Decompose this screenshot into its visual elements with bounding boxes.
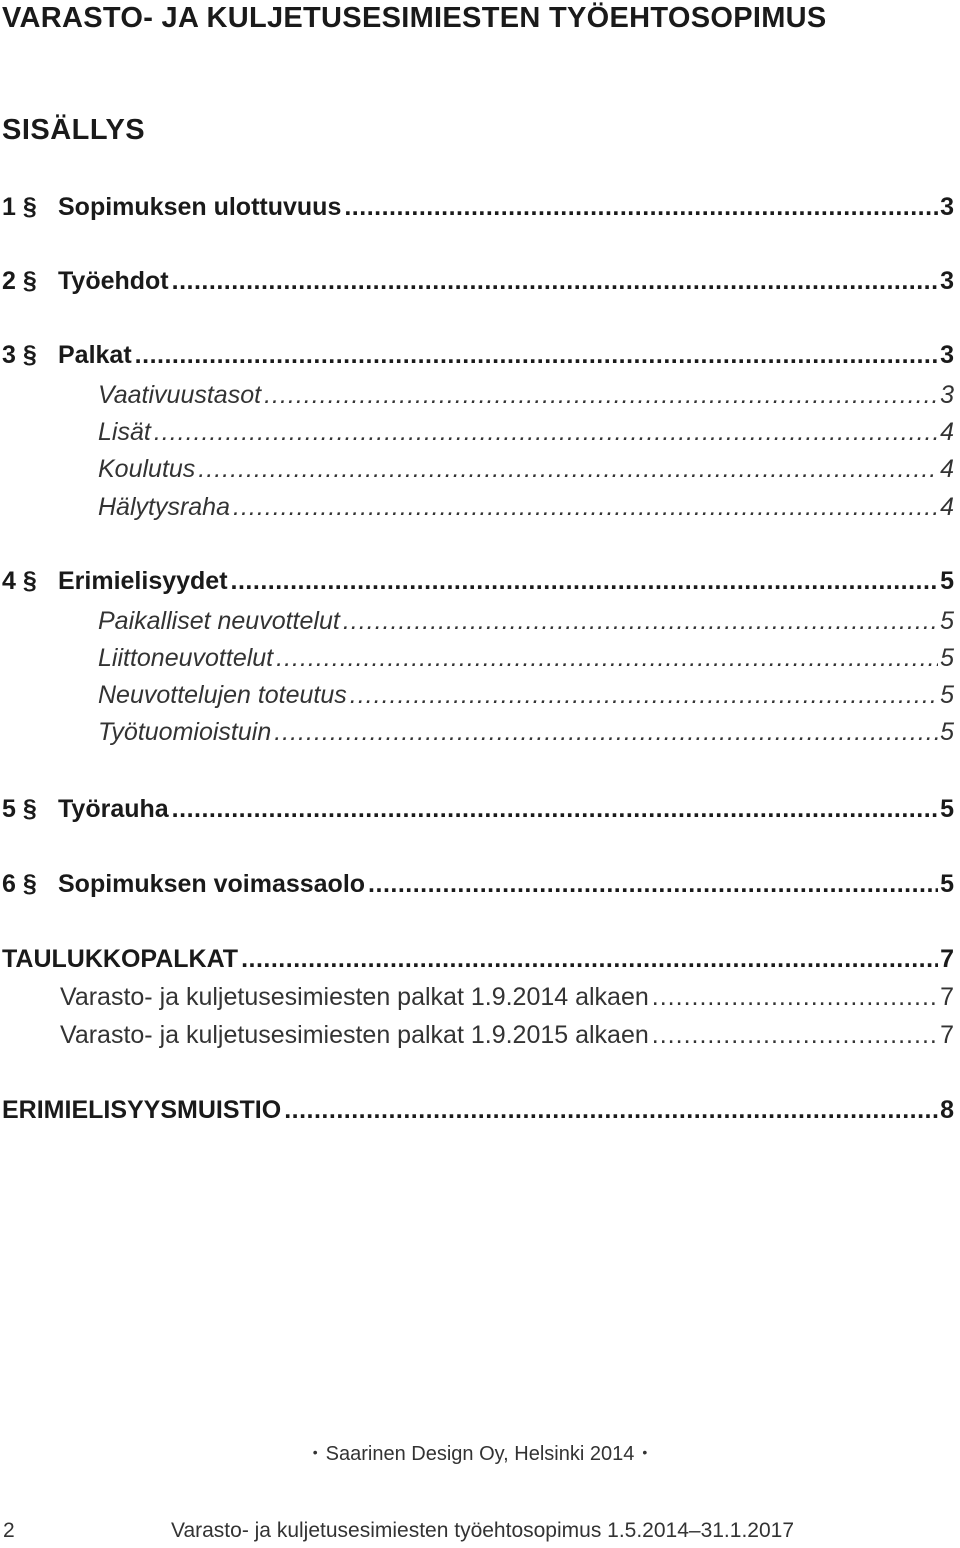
toc-page-number: 5 bbox=[940, 795, 954, 823]
toc-entry-lisat[interactable] bbox=[2, 418, 954, 454]
toc-page-number: 4 bbox=[940, 493, 954, 521]
leader-dots bbox=[368, 870, 938, 899]
leader-dots bbox=[233, 493, 938, 522]
bullet-icon: • bbox=[642, 1444, 648, 1460]
toc-page-number: 4 bbox=[940, 418, 954, 446]
toc-page-number: 5 bbox=[940, 870, 954, 898]
section-number: 4 § bbox=[2, 567, 37, 595]
leader-dots bbox=[264, 381, 938, 410]
toc-entry-paikalliset-neuvottelut[interactable] bbox=[2, 607, 954, 643]
toc-entry-neuvottelujen-toteutus[interactable] bbox=[2, 681, 954, 717]
leader-dots bbox=[343, 607, 938, 636]
leader-dots bbox=[172, 267, 938, 296]
toc-entry-label: Lisät bbox=[98, 418, 151, 446]
leader-dots bbox=[172, 795, 938, 824]
toc-entry-label: Hälytysraha bbox=[98, 493, 230, 521]
toc-entry-label: Työtuomioistuin bbox=[98, 718, 272, 746]
toc-entry-koulutus[interactable] bbox=[2, 455, 954, 491]
toc-page-number: 7 bbox=[940, 1021, 954, 1049]
leader-dots bbox=[135, 341, 938, 370]
toc-page-number: 3 bbox=[940, 381, 954, 409]
toc-entry-palkat-2014[interactable] bbox=[2, 983, 954, 1019]
toc-page-number: 5 bbox=[940, 644, 954, 672]
toc-page-number: 3 bbox=[940, 193, 954, 221]
toc-page-number: 7 bbox=[940, 983, 954, 1011]
leader-dots bbox=[652, 983, 938, 1012]
section-number: 2 § bbox=[2, 267, 37, 295]
leader-dots bbox=[198, 455, 938, 484]
toc-entry-label: Neuvottelujen toteutus bbox=[98, 681, 347, 709]
toc-entry-label: Liittoneuvottelut bbox=[98, 644, 274, 672]
leader-dots bbox=[350, 681, 938, 710]
toc-entry-erimielisyysmuistio[interactable] bbox=[2, 1096, 954, 1132]
toc-entry-liittoneuvottelut[interactable] bbox=[2, 644, 954, 680]
toc-entry-section-4[interactable] bbox=[2, 567, 954, 603]
footer-page-number: 2 bbox=[3, 1519, 15, 1542]
toc-entry-label: Erimielisyydet bbox=[58, 567, 228, 595]
toc-entry-label: Varasto- ja kuljetusesimiesten palkat 1.9.2015 alkaen bbox=[60, 1021, 649, 1049]
toc-entry-section-1[interactable] bbox=[2, 193, 954, 229]
toc-entry-section-6[interactable] bbox=[2, 870, 954, 906]
leader-dots bbox=[284, 1096, 938, 1125]
toc-entry-label: ERIMIELISYYSMUISTIO bbox=[2, 1096, 282, 1124]
toc-entry-section-3[interactable] bbox=[2, 341, 954, 377]
toc-entry-label: Työrauha bbox=[58, 795, 169, 823]
toc-entry-halytysraha[interactable] bbox=[2, 493, 954, 529]
toc-page-number: 3 bbox=[940, 267, 954, 295]
toc-entry-section-2[interactable] bbox=[2, 267, 954, 303]
toc-entry-vaativuustasot[interactable] bbox=[2, 381, 954, 417]
toc-page-number: 5 bbox=[940, 567, 954, 595]
leader-dots bbox=[344, 193, 938, 222]
toc-entry-label: TAULUKKOPALKAT bbox=[2, 945, 239, 973]
toc-entry-tyotuomioistuin[interactable] bbox=[2, 718, 954, 754]
toc-entry-palkat-2015[interactable] bbox=[2, 1021, 954, 1057]
leader-dots bbox=[276, 644, 938, 673]
toc-page-number: 5 bbox=[940, 718, 954, 746]
leader-dots bbox=[652, 1021, 938, 1050]
leader-dots bbox=[274, 718, 938, 747]
section-number: 1 § bbox=[2, 193, 37, 221]
toc-entry-taulukkopalkat[interactable] bbox=[2, 945, 954, 981]
section-number: 3 § bbox=[2, 341, 37, 369]
credit-text: Saarinen Design Oy, Helsinki 2014 bbox=[325, 1443, 635, 1465]
toc-entry-label: Sopimuksen voimassaolo bbox=[58, 870, 366, 898]
toc-page-number: 7 bbox=[940, 945, 954, 973]
toc-page-number: 5 bbox=[940, 607, 954, 635]
toc-entry-label: Palkat bbox=[58, 341, 132, 369]
toc-entry-label: Koulutus bbox=[98, 455, 196, 483]
toc-entry-label: Vaativuustasot bbox=[98, 381, 262, 409]
toc-entry-label: Paikalliset neuvottelut bbox=[98, 607, 340, 635]
section-number: 5 § bbox=[2, 795, 37, 823]
toc-entry-label: Varasto- ja kuljetusesimiesten palkat 1.9.2014 alkaen bbox=[60, 983, 649, 1011]
footer-text: Varasto- ja kuljetusesimiesten työehtosopimus 1.5.2014–31.1.2017 bbox=[171, 1519, 794, 1542]
toc-heading: SISÄLLYS bbox=[2, 114, 146, 146]
toc-entry-section-5[interactable] bbox=[2, 795, 954, 831]
toc-entry-label: Sopimuksen ulottuvuus bbox=[58, 193, 342, 221]
document-title: VARASTO- JA KULJETUSESIMIESTEN TYÖEHTOSOPIMUS bbox=[2, 2, 827, 34]
leader-dots bbox=[231, 567, 939, 596]
toc-page-number: 5 bbox=[940, 681, 954, 709]
toc-page-number: 8 bbox=[940, 1096, 954, 1124]
toc-entry-label: Työehdot bbox=[58, 267, 169, 295]
bullet-icon: • bbox=[312, 1444, 318, 1460]
toc-page-number: 4 bbox=[940, 455, 954, 483]
toc-page-number: 3 bbox=[940, 341, 954, 369]
section-number: 6 § bbox=[2, 870, 37, 898]
leader-dots bbox=[241, 945, 938, 974]
publisher-credit bbox=[0, 1443, 960, 1466]
leader-dots bbox=[154, 418, 938, 447]
